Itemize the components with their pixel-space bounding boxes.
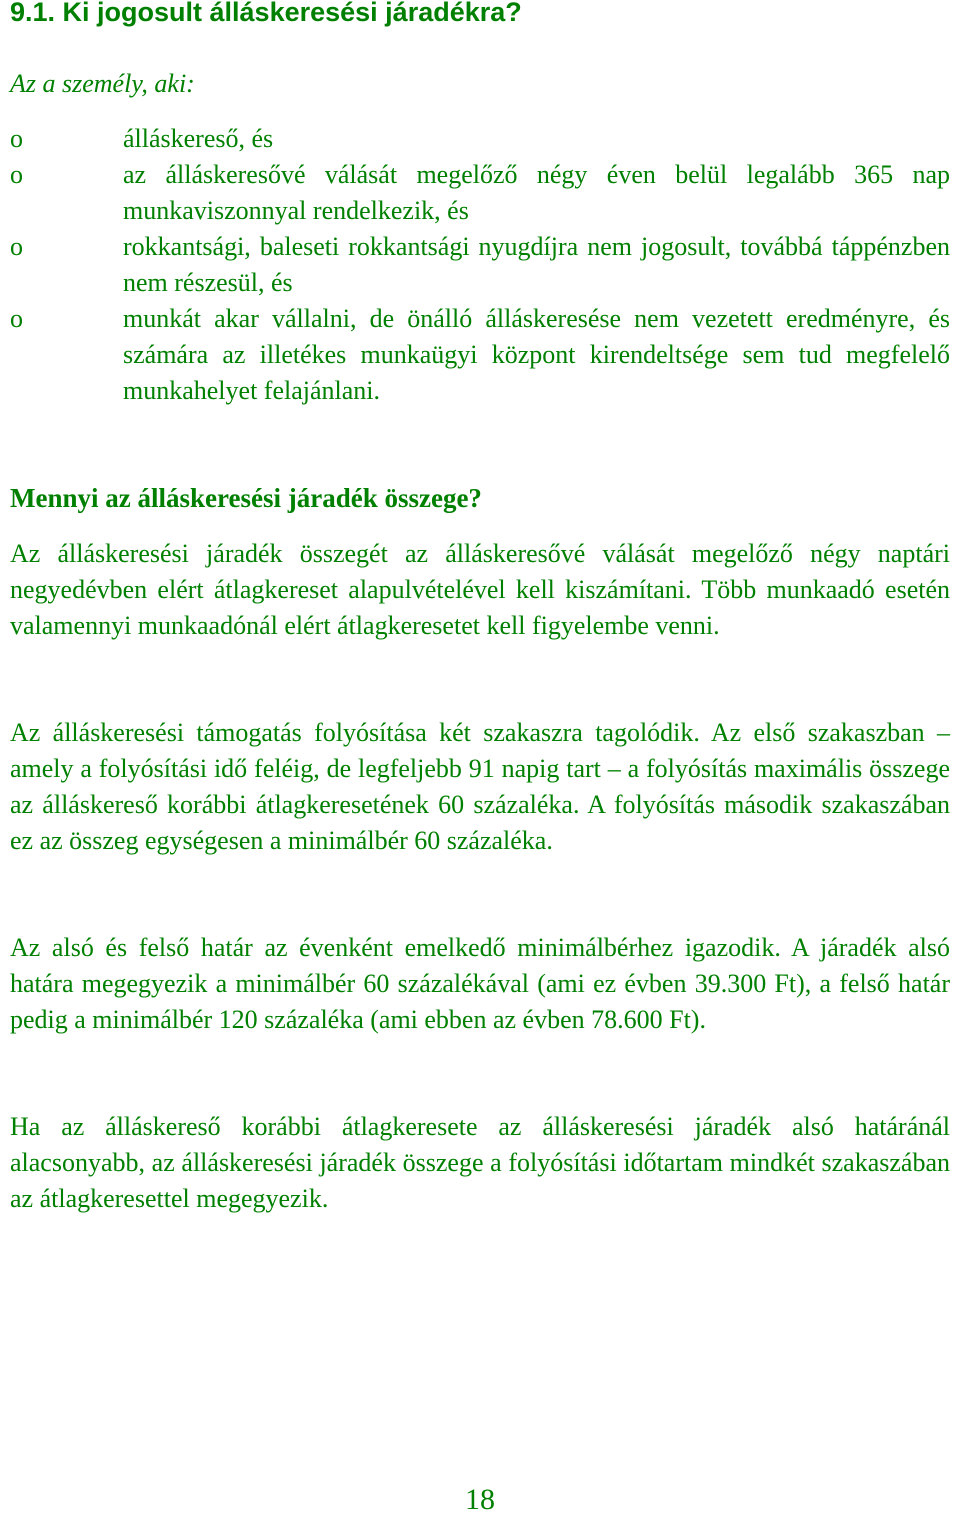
list-item	[10, 121, 950, 157]
bullet-marker: o	[10, 232, 23, 261]
paragraph-calculation: Az álláskeresési járadék összegét az álláskeresővé válását megelőző négy naptári negyedévben elért átlagkereset alapulvételével kell kiszámítani. Több munkaadó esetén valamennyi munkaadónál elért átlagkeresetet kell figyelembe venni.	[10, 539, 950, 640]
bullet-marker: o	[10, 124, 23, 153]
list-item	[10, 229, 950, 301]
bullet-marker: o	[10, 304, 23, 333]
list-item-text: munkát akar vállalni, de önálló álláskeresése nem vezetett eredményre, és számára az illetékes munkaügyi központ kirendeltsége sem tud megfelelő munkahelyet felajánlani.	[123, 304, 950, 405]
list-item-text: az álláskeresővé válását megelőző négy éven belül legalább 365 nap munkaviszonnyal rendelkezik, és	[123, 160, 950, 225]
list-item-text: álláskereső, és	[123, 124, 274, 153]
amount-subheading: Mennyi az álláskeresési járadék összege?	[10, 483, 482, 513]
list-item	[10, 301, 950, 409]
list-item	[10, 157, 950, 229]
page-number: 18	[465, 1483, 495, 1516]
bullet-marker: o	[10, 160, 23, 189]
eligibility-lead: Az a személy, aki:	[10, 69, 195, 98]
section-title: 9.1. Ki jogosult álláskeresési járadékra?	[10, 0, 522, 27]
paragraph-phases: Az álláskeresési támogatás folyósítása két szakaszra tagolódik. Az első szakaszban – amely a folyósítási idő feléig, de legfeljebb 91 napig tart – a folyósítás maximális összege az álláskereső korábbi átlagkeresetének 60 százaléka. A folyósítás második szakaszában ez az összeg egységesen a minimálbér 60 százaléka.	[10, 718, 950, 855]
list-item-text: rokkantsági, baleseti rokkantsági nyugdíjra nem jogosult, továbbá táppénzben nem részesül, és	[123, 232, 950, 297]
paragraph-limits: Az alsó és felső határ az évenként emelkedő minimálbérhez igazodik. A járadék alsó határa megegyezik a minimálbér 60 százalékával (ami ez évben 39.300 Ft), a felső határ pedig a minimálbér 120 százaléka (ami ebben az évben 78.600 Ft).	[10, 933, 950, 1034]
eligibility-list	[10, 121, 950, 409]
paragraph-low-earnings: Ha az álláskereső korábbi átlagkeresete az álláskeresési járadék alsó határánál alacsonyabb, az álláskeresési járadék összege a folyósítási időtartam mindkét szakaszában az átlagkeresettel megegyezik.	[10, 1112, 950, 1213]
